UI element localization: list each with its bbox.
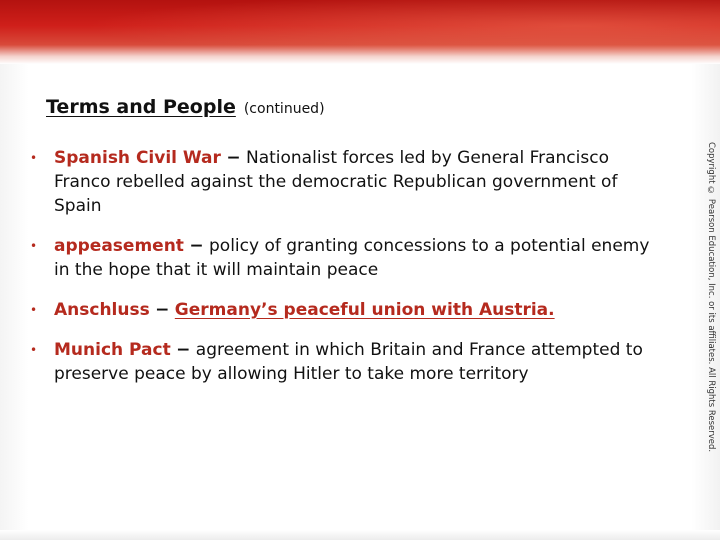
- term-name: appeasement: [54, 236, 184, 256]
- filled-in-answer: Germany’s peaceful union with Austria.: [174, 300, 555, 320]
- term-name: Spanish Civil War: [54, 148, 221, 168]
- bullet-dot-icon: •: [30, 151, 38, 165]
- term-name: Munich Pact: [54, 340, 171, 360]
- term-dash: −: [155, 300, 170, 320]
- term-item: [30, 338, 670, 386]
- term-dash: −: [226, 148, 241, 168]
- term-dash: −: [189, 236, 204, 256]
- term-item: [30, 298, 670, 322]
- term-name: Anschluss: [54, 300, 150, 320]
- term-definition: Nationalist forces led by General Francisco Franco rebelled against the democratic Republican government of Spain: [54, 148, 618, 216]
- bottom-edge: [0, 530, 720, 540]
- slide-title: [46, 96, 325, 118]
- term-definition: agreement in which Britain and France attempted to preserve peace by allowing Hitler to take more territory: [54, 340, 643, 384]
- bullet-dot-icon: •: [30, 343, 38, 357]
- title-subtitle: (continued): [243, 101, 325, 117]
- bullet-dot-icon: •: [30, 239, 38, 253]
- term-item: [30, 234, 670, 282]
- terms-list: [30, 146, 670, 402]
- term-dash: −: [176, 340, 191, 360]
- header-band: [0, 0, 720, 64]
- term-definition: policy of granting concessions to a potential enemy in the hope that it will maintain peace: [54, 236, 650, 280]
- bullet-dot-icon: •: [30, 303, 38, 317]
- term-item: [30, 146, 670, 218]
- copyright-notice: Copyright © Pearson Education, Inc. or its affiliates. All Rights Reserved.: [706, 142, 716, 453]
- title-text: Terms and People: [46, 96, 236, 118]
